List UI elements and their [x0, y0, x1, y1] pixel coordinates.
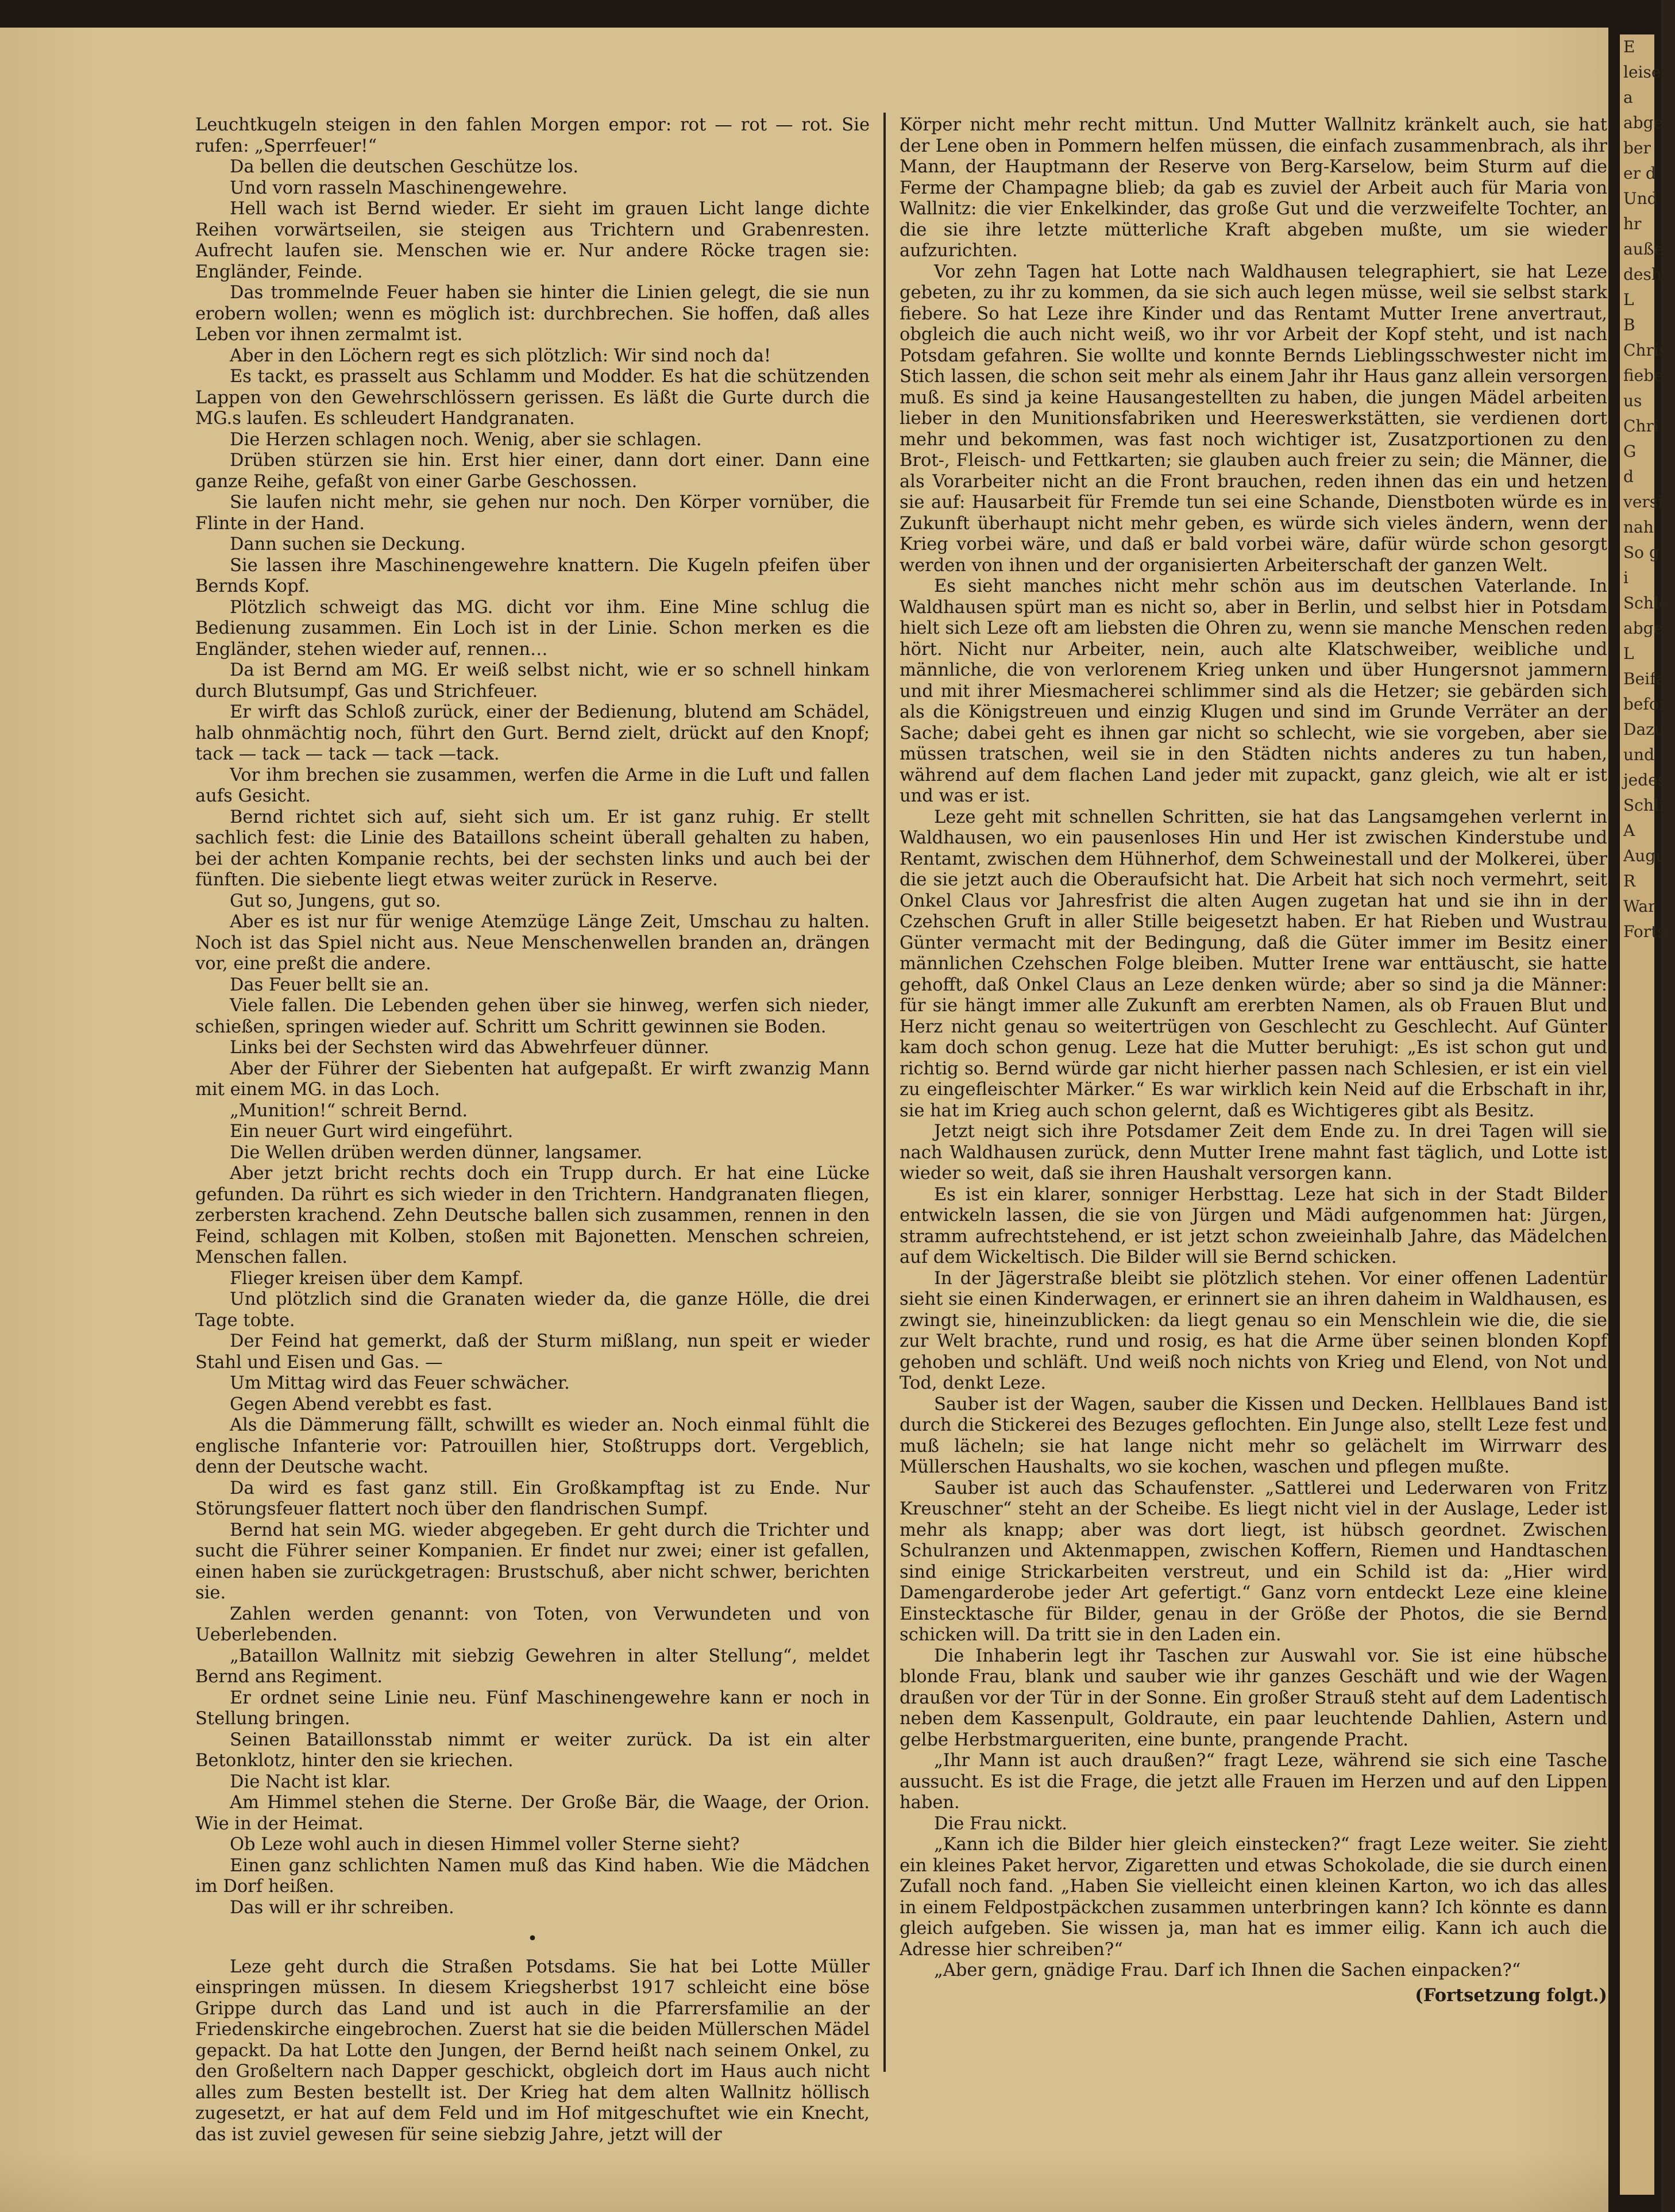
paragraph: Körper nicht mehr recht mittun. Und Mutter Wallnitz kränkelt auch, sie hat der Lene oben in Pommern helfen müssen, die einfach zusammenbrach, als ihr Mann, der Hauptmann der Reserve von Berg-Karselow, beim Sturm auf die Ferme der Champagne blieb; da gab es zuviel der Arbeit auch für Maria von Wallnitz: die vier Enkelkinder, das große Gut und die verzweifelte Tochter, an die sie ihre letzte mütterliche Kraft abgeben mußte, um sie wieder aufzurichten. [900, 115, 1607, 261]
adjacent-page-fragment: us [1623, 391, 1642, 410]
paragraph: Bernd richtet sich auf, sieht sich um. Er ist ganz ruhig. Er stellt sachlich fest: die Linie des Bataillons scheint überall gehalten zu haben, bei der achten Kompanie rechts, bei der sechsten links und auch bei der fünften. Die siebente liegt etwas weiter zurück in Reserve. [195, 807, 870, 890]
paragraph: Und vorn rasseln Maschinengewehre. [230, 178, 568, 198]
right-text-column [900, 115, 1607, 2057]
paragraph: Seinen Bataillonsstab nimmt er weiter zurück. Da ist ein alter Betonklotz, hinter den sie kriechen. [195, 1729, 870, 1771]
paragraph: Die Inhaberin legt ihr Taschen zur Auswahl vor. Sie ist eine hübsche blonde Frau, blank und sauber wie ihr ganzes Geschäft und wie der Wagen draußen vor der Tür in der Sonne. Ein großer Strauß steht auf dem Ladentisch neben dem Kassenpult, Goldraute, ein paar leuchtende Dahlien, Astern und gelbe Herbstmargueriten, eine bunte, prangende Pracht. [900, 1645, 1607, 1750]
paragraph: Viele fallen. Die Lebenden gehen über sie hinweg, werfen sich nieder, schießen, springen wieder auf. Schritt um Schritt gewinnen sie Boden. [195, 996, 870, 1037]
section-separator: • [527, 1929, 538, 1949]
adjacent-page-fragment: nah [1623, 518, 1654, 537]
paragraph: Ob Leze wohl auch in diesen Himmel voller Sterne sieht? [230, 1835, 740, 1855]
adjacent-page-fragment: leise [1623, 63, 1661, 82]
paragraph: Sauber ist der Wagen, sauber die Kissen und Decken. Hellblaues Band ist durch die Stickerei des Bezuges geflochten. Ein Junge also, stellt Leze fest und muß lächeln; sie hat lange nicht mehr so gelächelt im Wirrwarr des Müllerschen Haushalts, wo sie kochen, waschen und pflegen mußte. [900, 1394, 1607, 1477]
paragraph: Da ist Bernd am MG. Er weiß selbst nicht, wie er so schnell hinkam durch Blutsumpf, Gas und Strichfeuer. [195, 660, 870, 702]
paragraph: Leze geht mit schnellen Schritten, sie hat das Langsamgehen verlernt in Waldhausen, wo ein pausenloses Hin und Her ist zwischen Kinderstube und Rentamt, zwischen dem Hühnerhof, dem Schweinestall und der Molkerei, über die sie jetzt auch die Oberaufsicht hat. Die Arbeit hat sich noch vermehrt, seit Onkel Claus vor Jahresfrist die alten Augen zugetan hat und sie ihn in der Czehschen Gruft in aller Stille beigesetzt haben. Er hat Rieben und Wustrau Günter vermacht mit der Bedingung, daß die Güter immer im Besitz einer männlichen Czehschen Folge bleiben. Mutter Irene war enttäuscht, sie hatte gehofft, daß Onkel Claus an Leze denken würde; aber so sind ja die Männer: für sie hängt immer alle Zukunft am ererbten Namen, als ob Frauen Blut und Herz nicht genau so weitertrügen von Geschlecht zu Geschlecht. Auf Günter kam doch schon genug. Leze hat die Mutter beruhigt: „Es ist schon gut und richtig so. Bernd würde gar nicht hierher passen nach Schlesien, er ist ein viel zu eingefleischter Märker.“ Es war wirklich kein Neid auf die Erbschaft in ihr, sie hat im Krieg auch schon gelernt, daß es Wichtigeres gibt als Besitz. [900, 807, 1607, 1121]
adjacent-page-fragment: So g [1623, 543, 1659, 562]
paragraph: Am Himmel stehen die Sterne. Der Große Bär, die Waage, der Orion. Wie in der Heimat. [195, 1793, 870, 1834]
adjacent-page-fragment: B [1623, 315, 1635, 334]
paragraph: Vor ihm brechen sie zusammen, werfen die Arme in die Luft und fallen aufs Gesicht. [195, 765, 870, 806]
adjacent-page-fragment: L [1623, 290, 1634, 309]
paragraph: „Ihr Mann ist auch draußen?“ fragt Leze, während sie sich eine Tasche aussucht. Es ist die Frage, die jetzt alle Frauen im Herzen und auf den Lippen haben. [900, 1751, 1607, 1813]
adjacent-page-fragment: jedes [1623, 770, 1666, 789]
paragraph: Der Feind hat gemerkt, daß der Sturm mißlang, nun speit er wieder Stahl und Eisen und Gas. — [195, 1331, 870, 1373]
paragraph: Aber in den Löchern regt es sich plötzlich: Wir sind noch da! [230, 345, 771, 366]
adjacent-page-fragment: Chri [1623, 417, 1659, 436]
paragraph: Er wirft das Schloß zurück, einer der Bedienung, blutend am Schädel, halb ohnmächtig noch, führt den Gurt. Bernd zielt, drückt auf den Knopf; tack — tack — tack — tack —tack. [195, 702, 870, 764]
adjacent-page-fragment: und [1623, 745, 1654, 764]
adjacent-page-fragment: War [1623, 897, 1656, 916]
paragraph: Dann suchen sie Deckung. [230, 534, 466, 554]
paragraph: Jetzt neigt sich ihre Potsdamer Zeit dem Ende zu. In drei Tagen will sie nach Waldhausen zurück, denn Mutter Irene mahnt fast täglich, und Lotte ist wieder so weit, daß sie ihren Haushalt versorgen kann. [900, 1122, 1607, 1184]
adjacent-page-fragment: fiebe [1623, 366, 1664, 385]
paragraph: Sie lassen ihre Maschinengewehre knattern. Die Kugeln pfeifen über Bernds Kopf. [195, 555, 870, 596]
paragraph: Hell wach ist Bernd wieder. Er sieht im grauen Licht lange dichte Reihen vorwärtseilen, sie steigen aus Trichtern und Grabenresten. Aufrecht laufen sie. Menschen wie er. Nur andere Röcke tragen sie: Engländer, Feinde. [195, 199, 870, 282]
adjacent-page-fragment: ber [1623, 138, 1651, 157]
paragraph: Das will er ihr schreiben. [230, 1897, 454, 1918]
adjacent-page-fragment: versi [1623, 492, 1664, 511]
paragraph: Es sieht manches nicht mehr schön aus im deutschen Vaterlande. In Waldhausen spürt man es nicht so, aber in Berlin, und selbst hier in Potsdam hielt sich Leze oft am liebsten die Ohren zu, wenn sie manche Menschen reden hört. Nicht nur Arbeiter, nein, auch alte Klatschweiber, weibliche und männliche, die von verlorenem Krieg unken und über Hungersnot jammern und mit ihrer Miesmacherei schlimmer sind als die Hetzer; sie gebärden sich als die Königstreuen und einzig Klugen und sind im Grunde Verräter an der Sache; dabei geht es ihnen gar nicht so schlecht, wie sie vorgeben, aber sie müssen tratschen, weil sie in den Städten nichts anderes zu tun haben, während auf dem flachen Land jeder mit zupackt, ganz gleich, wie alt er ist und was er ist. [900, 576, 1607, 806]
continuation-note: (Fortsetzung folgt.) [1415, 1984, 1607, 2006]
adjacent-page-fragment: Beifa [1623, 669, 1666, 688]
paragraph: Vor zehn Tagen hat Lotte nach Waldhausen telegraphiert, sie hat Leze gebeten, zu ihr zu kommen, da sie sich auch legen müsse, weil sie selbst stark fiebere. So hat Leze ihre Kinder und das Rentamt Mutter Irene anvertraut, obgleich die auch nicht weiß, wo ihr vor Arbeit der Kopf steht, und ist nach Potsdam gefahren. Sie wollte und konnte Bernds Lieblingsschwester nicht im Stich lassen, die schon seit mehr als einem Jahr ihr Haus ganz allein versorgen muß. Es sind ja keine Hausangestellten zu haben, die jungen Mädel arbeiten lieber in den Munitionsfabriken und Heereswerkstätten, sie verdienen dort mehr und bekommen, was fast noch wichtiger ist, Zusatzportionen zu den Brot-, Fleisch- und Fettkarten; sie glauben auch freier zu sein; die Männer, die als Vorarbeiter nicht an die Front brauchen, reden ihnen das ein und hetzen sie auf: Hausarbeit für Fremde tun sei eine Schande, Dienstboten würde es in Zukunft überhaupt nicht mehr geben, es würde sich vieles ändern, wenn der Krieg vorbei wäre, und daß er bald vorbei wäre, dafür würde schon gesorgt werden von ihnen und der organisierten Arbeiterschaft der ganzen Welt. [900, 261, 1607, 576]
paragraph: In der Jägerstraße bleibt sie plötzlich stehen. Vor einer offenen Ladentür sieht sie einen Kinderwagen, er erinnert sie an ihren daheim in Waldhausen, es zwingt sie, hineinzublicken: da liegt genau so ein Menschlein wie die, die sie zur Welt brachte, rund und rosig, es hat die Arme über seinen blonden Kopf gehoben und schläft. Und weiß noch nichts von Krieg und Elend, von Not und Tod, denkt Leze. [900, 1268, 1607, 1393]
paragraph: Die Nacht ist klar. [230, 1771, 391, 1792]
left-text-column [195, 115, 870, 2145]
adjacent-page-fragment: Schli [1623, 796, 1664, 815]
scan-top-edge [0, 0, 1661, 28]
adjacent-page-fragment: befor [1623, 695, 1667, 714]
paragraph: Sie laufen nicht mehr, sie gehen nur noch. Den Körper vornüber, die Flinte in der Hand. [195, 492, 870, 534]
paragraph: Das trommelnde Feuer haben sie hinter die Linien gelegt, die sie nun erobern wollen; wenn es möglich ist: durchbrechen. Sie hoffen, daß alles Leben vor ihnen zermalmt ist. [195, 283, 870, 345]
adjacent-page-fragment: er d [1623, 164, 1656, 183]
paragraph: Ein neuer Gurt wird eingeführt. [230, 1122, 514, 1142]
adjacent-page-fragment: d [1623, 467, 1634, 486]
paragraph: Leuchtkugeln steigen in den fahlen Morgen empor: rot — rot — rot. Sie rufen: „Sperrfeuer!“ [195, 115, 870, 156]
adjacent-page-fragment: L [1623, 644, 1634, 663]
adjacent-page-fragment: Dazu [1623, 720, 1665, 739]
adjacent-page-fragment: G [1623, 442, 1637, 461]
paragraph: Das Feuer bellt sie an. [230, 974, 430, 995]
paragraph: Er ordnet seine Linie neu. Fünf Maschinengewehre kann er noch in Stellung bringen. [195, 1687, 870, 1729]
adjacent-page-fragment: a [1623, 88, 1633, 107]
adjacent-page-fragment: abge [1623, 113, 1664, 132]
column-divider [883, 113, 886, 2072]
paragraph: Bernd hat sein MG. wieder abgegeben. Er geht durch die Trichter und sucht die Führer seiner Kompanien. Er findet nur zwei; einer ist gefallen, einen haben sie zurückgetragen: Brustschuß, aber nicht schwer, berichten sie. [195, 1520, 870, 1603]
page-bottom-shade [0, 2152, 1608, 2212]
adjacent-page-fragment: Augu [1623, 846, 1666, 865]
paragraph: Drüben stürzen sie hin. Erst hier einer, dann dort einer. Dann eine ganze Reihe, gefaßt von einer Garbe Geschossen. [195, 450, 870, 492]
paragraph: Zahlen werden genannt: von Toten, von Verwundeten und von Ueberlebenden. [195, 1604, 870, 1645]
adjacent-page-fragment: R [1623, 872, 1636, 891]
adjacent-page-fragment: Chris [1623, 341, 1668, 360]
adjacent-page-fragment: abge [1623, 619, 1664, 638]
paragraph: Die Herzen schlagen noch. Wenig, aber sie schlagen. [230, 429, 702, 450]
paragraph: Da wird es fast ganz still. Ein Großkampftag ist zu Ende. Nur Störungsfeuer flattert noch über den flandrischen Sumpf. [195, 1478, 870, 1519]
paragraph: Aber es ist nur für wenige Atemzüge Länge Zeit, Umschau zu halten. Noch ist das Spiel nicht aus. Neue Menschenwellen branden an, drängen vor, eine preßt die andere. [195, 912, 870, 974]
paragraph: Die Wellen drüben werden dünner, langsamer. [230, 1142, 643, 1163]
paragraph: Um Mittag wird das Feuer schwächer. [230, 1373, 570, 1393]
paragraph: Leze geht durch die Straßen Potsdams. Sie hat bei Lotte Müller einspringen müssen. In diesem Kriegsherbst 1917 schleicht eine böse Grippe durch das Land und ist auch in die Pfarrersfamilie an der Friedenskirche eingebrochen. Zuerst hat sie die beiden Müllerschen Mädel gepackt. Da hat Lotte den Jungen, der Bernd heißt nach seinem Onkel, zu den Großeltern nach Dapper geschickt, obgleich dort im Haus auch nicht alles zum Besten bestellt ist. Der Krieg hat dem alten Wallnitz höllisch zugesetzt, er hat auf dem Feld und im Hof mitgeschuftet wie ein Knecht, das ist zuviel gewesen für seine siebzig Jahre, jetzt will der [195, 1956, 870, 2145]
paragraph: Aber jetzt bricht rechts doch ein Trupp durch. Er hat eine Lücke gefunden. Da rührt es sich wieder in den Trichtern. Handgranaten fliegen, zerbersten krachend. Zehn Deutsche ballen sich zusammen, rennen in den Feind, schlagen mit Kolben, stoßen mit Bajonetten. Menschen schreien, Menschen fallen. [195, 1163, 870, 1267]
adjacent-page-fragment: Und [1623, 189, 1658, 208]
adjacent-page-fragment: hr [1623, 214, 1642, 233]
paragraph: Flieger kreisen über dem Kampf. [230, 1268, 524, 1289]
adjacent-page-fragment: desh [1623, 265, 1662, 284]
paragraph: Gut so, Jungens, gut so. [230, 891, 441, 911]
adjacent-page-fragment: Fortse [1623, 922, 1675, 941]
paragraph: Sauber ist auch das Schaufenster. „Sattlerei und Lederwaren von Fritz Kreuschner“ steht an der Scheibe. Es liegt nicht viel in der Auslage, Leder ist mehr als knapp; aber was dort liegt, ist hübsch geordnet. Zwischen Schulranzen und Aktenmappen, zwischen Koffern, Riemen und Handtaschen sind einige Strickarbeiten verstreut, und ein Schild ist da: „Hier wird Damengarderobe jeder Art gefertigt.“ Ganz vorn entdeckt Leze eine kleine Einstecktasche für Bilder, genau in der Größe der Photos, die sie Bernd schicken will. Da tritt sie in den Laden ein. [900, 1478, 1607, 1645]
paragraph: „Munition!“ schreit Bernd. [230, 1100, 468, 1121]
paragraph: „Kann ich die Bilder hier gleich einstecken?“ fragt Leze weiter. Sie zieht ein kleines Paket hervor, Zigaretten und etwas Schokolade, die sie durch einen Zufall noch fand. „Haben Sie vielleicht einen kleinen Karton, wo ich das alles in einem Feldpostpäckchen zusammen unterbringen kann? Ich könnte es dann gleich aufgeben. Sie wissen ja, man hat es immer eilig. Kann ich auch die Adresse hier schreiben?“ [900, 1835, 1607, 1960]
paragraph: Es tackt, es prasselt aus Schlamm und Modder. Es hat die schützenden Lappen von den Gewehrschlössern gerissen. Es läßt die Gurte durch die MG.s laufen. Es schleudert Handgranaten. [195, 367, 870, 429]
adjacent-page-edge [1620, 34, 1675, 2195]
paragraph: Plötzlich schweigt das MG. dicht vor ihm. Eine Mine schlug die Bedienung zusammen. Ein Loch ist in der Linie. Schon merken es die Engländer, stehen wieder auf, rennen… [195, 597, 870, 660]
paragraph: Aber der Führer der Siebenten hat aufgepaßt. Er wirft zwanzig Mann mit einem MG. in das Loch. [195, 1058, 870, 1100]
paragraph: Als die Dämmerung fällt, schwillt es wieder an. Noch einmal fühlt die englische Infanterie vor: Patrouillen hier, Stoßtrupps dort. Vergeblich, denn der Deutsche wacht. [195, 1415, 870, 1477]
paragraph: „Aber gern, gnädige Frau. Darf ich Ihnen die Sachen einpacken?“ [934, 1960, 1521, 1980]
paragraph: Und plötzlich sind die Granaten wieder da, die ganze Hölle, die drei Tage tobte. [195, 1289, 870, 1331]
adjacent-page-fragment: Schle [1623, 594, 1669, 612]
adjacent-page-fragment: E [1623, 37, 1635, 56]
paragraph: Es ist ein klarer, sonniger Herbsttag. Leze hat sich in der Stadt Bilder entwickeln lassen, die sie von Jürgen und Mädi aufgenommen hat: Jürgen, stramm aufrechtstehend, er ist jetzt schon zweieinhalb Jahre, das Mädelchen auf dem Wickeltisch. Die Bilder will sie Bernd schicken. [900, 1184, 1607, 1267]
paragraph: „Bataillon Wallnitz mit siebzig Gewehren in alter Stellung“, meldet Bernd ans Regiment. [195, 1645, 870, 1687]
paragraph: Einen ganz schlichten Namen muß das Kind haben. Wie die Mädchen im Dorf heißen. [195, 1855, 870, 1897]
adjacent-page-fragment: i [1623, 568, 1628, 587]
paragraph: Die Frau nickt. [934, 1813, 1068, 1834]
paragraph: Links bei der Sechsten wird das Abwehrfeuer dünner. [230, 1038, 709, 1058]
adjacent-page-fragment: A [1623, 821, 1635, 840]
adjacent-page-fragment: auße [1623, 240, 1664, 259]
paragraph: Gegen Abend verebbt es fast. [230, 1394, 493, 1415]
paragraph: Da bellen die deutschen Geschütze los. [230, 157, 579, 177]
